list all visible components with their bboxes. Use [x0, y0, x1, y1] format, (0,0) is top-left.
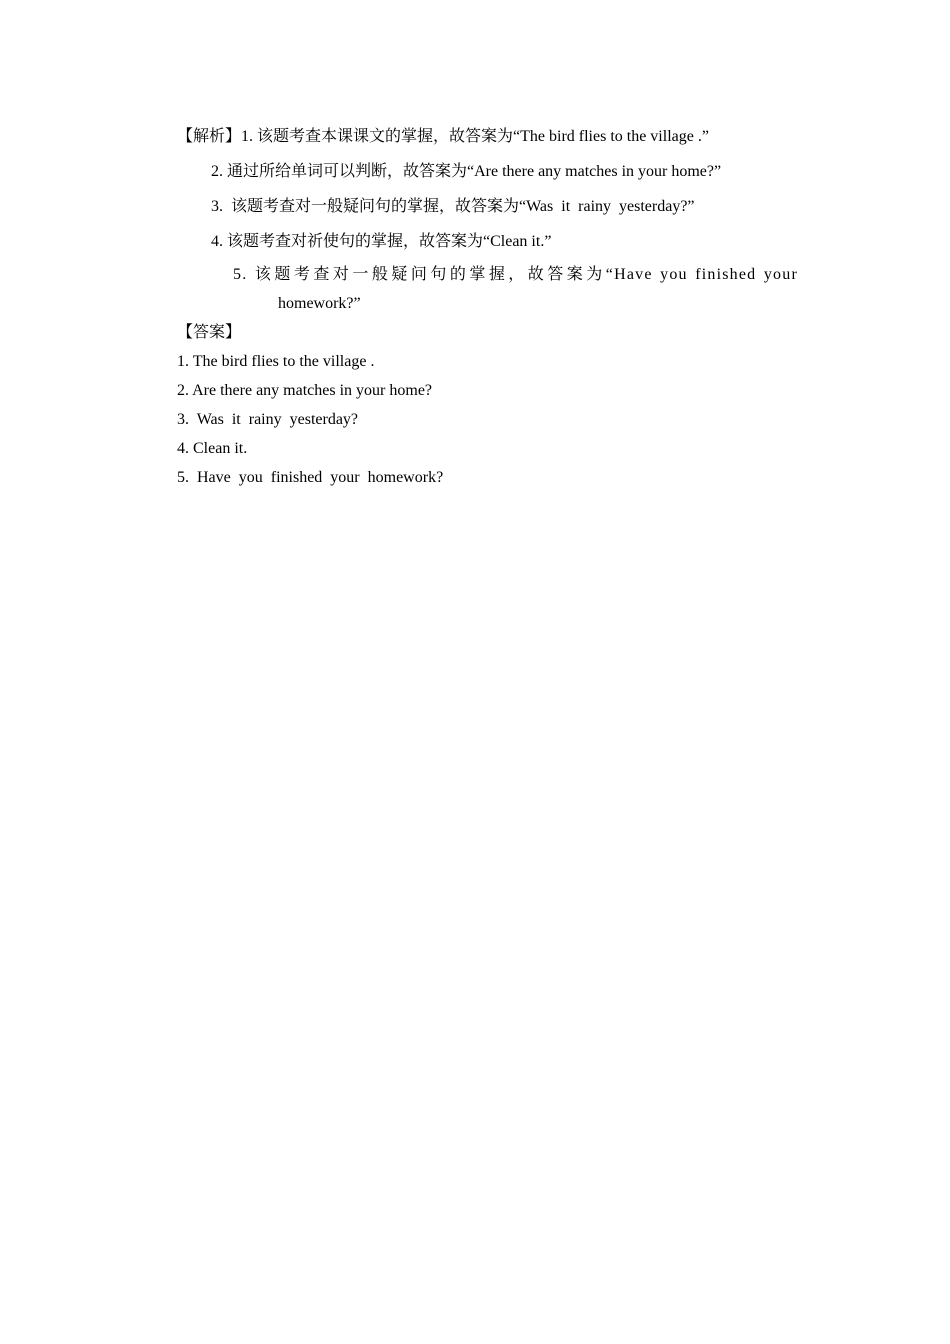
analysis-item-3: 3. 该题考查对一般疑问句的掌握，故答案为“Was it rainy yesterday?”	[211, 198, 695, 215]
answer-item-1: 1. The bird flies to the village .	[177, 353, 375, 370]
analysis-item-5: 5. 该题考查对一般疑问句的掌握，故答案为“Have you finished your	[233, 266, 798, 283]
analysis-item-1: 1. 该题考查本课课文的掌握，故答案为“The bird flies to the village .”	[241, 128, 709, 145]
answer-item-2: 2. Are there any matches in your home?	[177, 382, 433, 399]
answer-item-3: 3. Was it rainy yesterday?	[177, 411, 359, 428]
analysis-item-2: 2. 通过所给单词可以判断，故答案为“Are there any matches in your home?”	[211, 163, 722, 180]
analysis-item-4: 4. 该题考查对祈使句的掌握，故答案为“Clean it.”	[211, 233, 552, 250]
analysis-line-1	[177, 127, 709, 147]
analysis-item-5-continuation: homework?”	[278, 295, 361, 312]
answer-item-4: 4. Clean it.	[177, 440, 248, 457]
answers-heading: 【答案】	[177, 324, 242, 341]
answer-item-5: 5. Have you finished your homework?	[177, 469, 444, 486]
analysis-heading: 【解析】	[177, 128, 242, 145]
